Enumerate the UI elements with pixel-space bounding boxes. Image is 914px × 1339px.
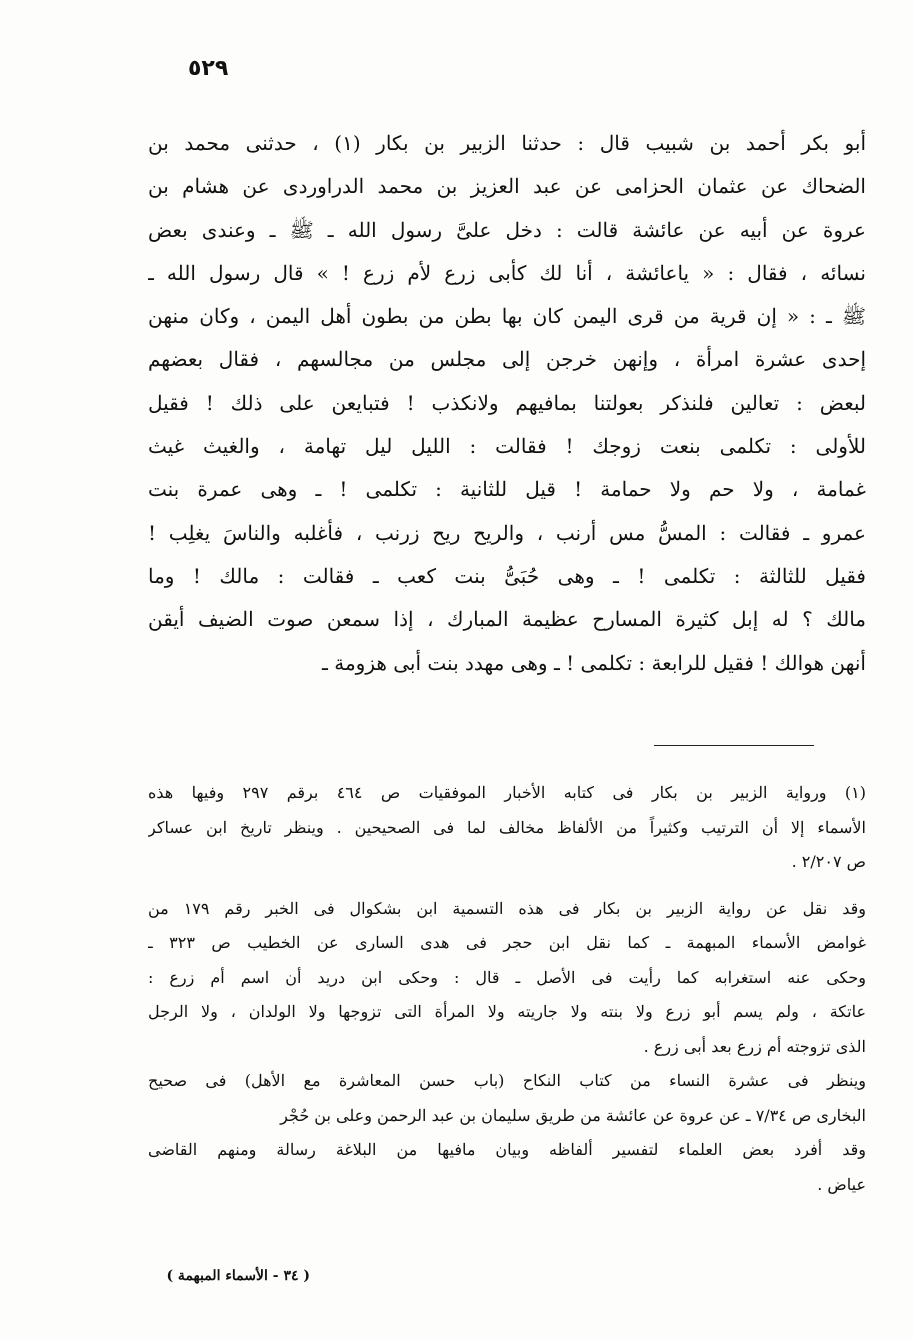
footnote-line: ص ٢/٢٠٧ .	[791, 852, 866, 871]
text-line: أبو بكر أحمد بن شبيب قال : حدثنا الزبير بن بكار (١) ، حدثنى محمد بن	[148, 131, 866, 155]
footnote-line: الذى تزوجته أم زرع بعد أبى زرع .	[643, 1036, 866, 1056]
footnote-line: وقد أفرد بعض العلماء لتفسير ألفاظه وبيان مافيها من البلاغة رسالة ومنهم القاضى	[148, 1140, 866, 1159]
text-line: غمامة ، ولا حم ولا حمامة ! قيل للثانية : تكلمى ! ـ وهى عمرة بنت	[148, 477, 866, 502]
footnote-line: وقد نقل عن رواية الزبير بن بكار فى هذه التسمية ابن بشكوال فى الخبر رقم ١٧٩ من	[148, 898, 866, 918]
text-line: للأولى : تكلمى بنعت زوجك ! فقالت : الليل ليل تهامة ، والغيث غيث	[148, 434, 866, 459]
text-line: الضحاك عن عثمان الحزامى عن عبد العزيز بن محمد الدراوردى عن هشام بن	[148, 174, 866, 199]
footnote-line: عياض .	[817, 1174, 866, 1194]
footnote-line: وينظر فى عشرة النساء من كتاب النكاح (باب حسن المعاشرة مع الأهل) فى صحيح	[148, 1071, 866, 1090]
footnote-line: عاتكة ، ولم يسم أبو زرع ولا بنته ولا جاريته ولا المرأة التى تزوجها ولا الولدان ، ولا الرجل	[148, 1002, 866, 1021]
text-line: مالك ؟ له إبل كثيرة المسارح عظيمة المبارك ، إذا سمعن صوت الضيف أيقن	[148, 607, 866, 632]
text-line: لبعض : تعالين فلنذكر بعولتنا بمافيهم ولانكذب ! فتبايعن على ذلك ! فقيل	[148, 390, 866, 415]
page-number: ٥٢٩	[188, 56, 229, 81]
footnote-line: (١) ورواية الزبير بن بكار فى كتابه الأخبار الموفقيات ص ٤٦٤ برقم ٢٩٧ وفيها هذه	[148, 783, 866, 802]
signature-mark: ( ٣٤ - الأسماء المبهمة )	[166, 1268, 310, 1284]
text-line: فقيل للثالثة : تكلمى ! ـ وهى حُبَىُّ بنت كعب ـ فقالت : مالك ! وما	[148, 563, 866, 588]
text-line: ﷺ ـ : « إن قرية من قرى اليمن كان بها بطن من بطون أهل اليمن ، وكان منهن	[148, 304, 866, 329]
footnote-line: البخارى ص ٧/٣٤ ـ عن عروة عن عائشة من طريق سليمان بن عبد الرحمن وعلى بن حُجْر	[280, 1105, 866, 1125]
text-line: عروة عن أبيه عن عائشة قالت : دخل علىَّ رسول الله ـ ﷺ ـ وعندى بعض	[148, 217, 866, 242]
footnotes	[148, 776, 866, 1202]
text-line: إحدى عشرة امرأة ، وإنهن خرجن إلى مجلس من مجالسهم ، فقال بعضهم	[148, 347, 866, 372]
text-line: نسائه ، فقال : « ياعائشة ، أنا لك كأبى زرع لأم زرع ! » قال رسول الله ـ	[148, 260, 866, 285]
footnote-divider	[654, 745, 814, 746]
footnote-line: غوامض الأسماء المبهمة ـ كما نقل ابن حجر فى هدى السارى عن الخطيب ص ٣٢٣ ـ	[148, 933, 866, 952]
main-text	[148, 122, 866, 685]
text-line: أنهن هوالك ! فقيل للرابعة : تكلمى ! ـ وهى مهدد بنت أبى هزومة ـ	[322, 650, 866, 675]
text-line: عمرو ـ فقالت : المسُّ مس أرنب ، والريح ريح زرنب ، فأغلبه والناسَ يغلِب !	[148, 520, 866, 545]
footnote-line: الأسماء إلا أن الترتيب وكثيراً من الألفاظ مخالف لما فى الصحيحين . وينظر تاريخ ابن عساكر	[148, 817, 866, 837]
footnote-line: وحكى عنه استغرابه كما رأيت فى الأصل ـ قال : وحكى ابن دريد أن اسم أم زرع :	[148, 967, 866, 987]
